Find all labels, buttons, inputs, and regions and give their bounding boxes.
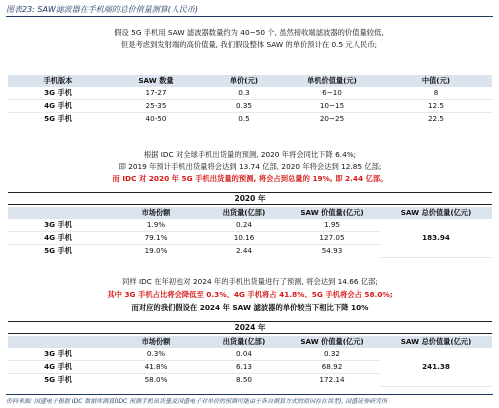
note-2024-line-3: 而对应的我们假设在 2024 年 SAW 滤波器的单价较当下相比下降 10% bbox=[131, 303, 369, 312]
column-header: SAW 价值量(亿元) bbox=[284, 207, 380, 219]
table-cell: 0.35 bbox=[204, 100, 284, 113]
column-header: 市场份额 bbox=[108, 207, 204, 219]
column-header: SAW 价值量(亿元) bbox=[284, 336, 380, 348]
table-cell: 0.04 bbox=[204, 348, 284, 361]
table-cell: 6.13 bbox=[204, 361, 284, 374]
note-2024-line-1: 同样 IDC 在年初也对 2024 年的手机出货量进行了预测, 将会达到 14.66 亿部; bbox=[122, 277, 378, 286]
row-label: 5G 手机 bbox=[44, 246, 72, 255]
column-header bbox=[8, 207, 108, 219]
table-2020 bbox=[8, 207, 492, 258]
column-header: SAW 数量 bbox=[108, 75, 204, 87]
table-cell: 172.14 bbox=[319, 375, 345, 384]
table-row bbox=[8, 348, 492, 361]
column-header: 单机价值量(元) bbox=[284, 75, 380, 87]
row-label: 4G 手机 bbox=[8, 232, 108, 245]
column-header: 中值(元) bbox=[380, 75, 492, 87]
note-2024-highlight: 其中 3G 手机占比将会降低至 0.3%、4G 手机将占 41.8%、5G 手机将会占 58.0%; bbox=[107, 290, 393, 299]
section-title-2020: 2020 年 bbox=[8, 192, 492, 205]
table-cell: 8.50 bbox=[235, 375, 252, 384]
row-label: 4G 手机 bbox=[8, 361, 108, 374]
table-cell: 0.3 bbox=[204, 87, 284, 100]
table-cell: 40-50 bbox=[145, 114, 167, 123]
column-header: SAW 总价值量(亿元) bbox=[380, 336, 492, 348]
table-cell: 10.16 bbox=[204, 232, 284, 245]
table-header-row bbox=[8, 336, 492, 348]
table-cell: 2.44 bbox=[235, 246, 252, 255]
table-cell: 10~15 bbox=[284, 100, 380, 113]
table-row bbox=[8, 113, 492, 126]
source-note: 资料来源: 国盛电子根据 IDC 数据库测算(IDC 预测手机出货量及国盛电子对单价的预测可能由于各自测算方式的原因存在误差), 国盛证券研究所 bbox=[6, 398, 388, 405]
table-cell: 8 bbox=[380, 87, 492, 100]
table-cell: 6~10 bbox=[284, 87, 380, 100]
note-2020-line-2: 即 2019 年预计手机出货量将会达到 13.74 亿部, 2020 年将会达到 12.85 亿部; bbox=[118, 162, 382, 171]
row-label: 4G 手机 bbox=[8, 100, 108, 113]
table-header-row bbox=[8, 207, 492, 219]
table-cell: 0.5 bbox=[238, 114, 250, 123]
intro-line-1: 假设 5G 手机用 SAW 滤波器数量约为 40~50 个, 虽然接收端滤波器的价值量较低, bbox=[114, 28, 384, 37]
row-label: 5G 手机 bbox=[44, 375, 72, 384]
section-title-2024: 2024 年 bbox=[8, 321, 492, 334]
table-cell: 79.1% bbox=[108, 232, 204, 245]
figure-title: 图表23: SAW滤波器在手机端的总价值量测算(人民币) bbox=[6, 5, 198, 14]
table-cell: 58.0% bbox=[144, 375, 168, 384]
table-cell: 12.5 bbox=[380, 100, 492, 113]
column-header: 出货量(亿部) bbox=[204, 207, 284, 219]
note-2020-highlight: 而 IDC 对 2020 年 5G 手机出货量的预测, 将会占到总量的 19%, 即 2.44 亿部。 bbox=[112, 174, 388, 183]
table-row bbox=[8, 87, 492, 100]
row-label: 5G 手机 bbox=[44, 114, 72, 123]
table-cell: 1.9% bbox=[108, 219, 204, 232]
table-cell: 41.8% bbox=[108, 361, 204, 374]
table-cell: 0.24 bbox=[204, 219, 284, 232]
table-header-row bbox=[8, 75, 492, 87]
row-label: 3G 手机 bbox=[8, 219, 108, 232]
table-cell: 0.3% bbox=[108, 348, 204, 361]
column-header: SAW 总价值量(亿元) bbox=[380, 207, 492, 219]
unit-value-table bbox=[8, 75, 492, 125]
table-2024 bbox=[8, 336, 492, 387]
table-cell: 20~25 bbox=[319, 114, 345, 123]
column-header: 手机版本 bbox=[8, 75, 108, 87]
table-cell: 0.32 bbox=[284, 348, 380, 361]
total-value-cell: 183.94 bbox=[380, 219, 492, 257]
table-cell: 54.93 bbox=[321, 246, 343, 255]
column-header: 单价(元) bbox=[204, 75, 284, 87]
total-value-cell: 241.38 bbox=[380, 348, 492, 386]
table-cell: 68.92 bbox=[284, 361, 380, 374]
table-row bbox=[8, 219, 492, 232]
table-cell: 22.5 bbox=[427, 114, 444, 123]
table-cell: 19.0% bbox=[144, 246, 168, 255]
table-cell: 17-27 bbox=[108, 87, 204, 100]
table-row bbox=[8, 100, 492, 113]
column-header: 市场份额 bbox=[108, 336, 204, 348]
intro-line-2: 但是考虑到发射端的高价值量, 我们假设整体 SAW 的单价预计在 0.5 元人民币; bbox=[120, 40, 378, 49]
source-divider bbox=[6, 394, 493, 395]
column-header: 出货量(亿部) bbox=[204, 336, 284, 348]
table-cell: 25-35 bbox=[108, 100, 204, 113]
table-cell: 1.95 bbox=[284, 219, 380, 232]
table-cell: 127.05 bbox=[284, 232, 380, 245]
note-2020-line-1: 根据 IDC 对全球手机出货量的预测, 2020 年将会同比下降 6.4%; bbox=[143, 150, 357, 159]
row-label: 3G 手机 bbox=[8, 348, 108, 361]
title-divider bbox=[6, 16, 493, 17]
row-label: 3G 手机 bbox=[8, 87, 108, 100]
column-header bbox=[8, 336, 108, 348]
